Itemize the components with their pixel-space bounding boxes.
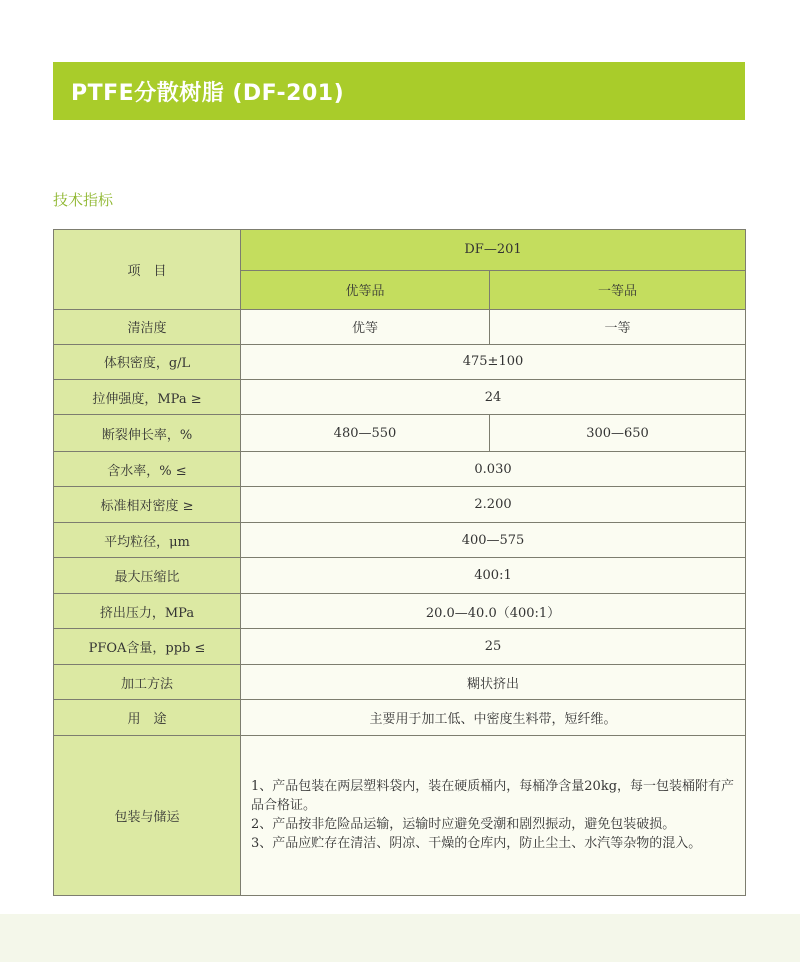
table-row	[54, 487, 746, 522]
row-value: 24	[241, 380, 746, 415]
table-row	[54, 522, 746, 557]
row-value: 20.0—40.0（400:1）	[241, 593, 746, 628]
row-value-premium: 优等	[241, 310, 490, 344]
packaging-note: 2、产品按非危险品运输，运输时应避免受潮和剧烈振动，避免包装破损。	[251, 817, 676, 833]
row-value-first: 一等	[490, 310, 746, 344]
row-label: 拉伸强度，MPa ≥	[54, 380, 241, 415]
table-row	[54, 558, 746, 593]
row-value: 475±100	[241, 344, 746, 379]
row-value: 2.200	[241, 487, 746, 522]
header-product: DF—201	[241, 230, 746, 271]
title-bar	[53, 62, 745, 120]
row-value: 25	[241, 629, 746, 664]
row-label: 体积密度，g/L	[54, 344, 241, 379]
row-value-premium: 480—550	[241, 415, 490, 451]
row-value: 糊状挤出	[241, 664, 746, 699]
header-item: 项 目	[54, 230, 241, 310]
table-row	[54, 415, 746, 451]
spec-table	[53, 229, 746, 896]
page-title: PTFE分散树脂 (DF-201)	[71, 80, 345, 106]
row-value: 主要用于加工低、中密度生料带，短纤维。	[241, 700, 746, 735]
packaging-label: 包装与储运	[54, 735, 241, 895]
table-row	[54, 664, 746, 699]
header-grade-first: 一等品	[490, 270, 746, 310]
row-label: 平均粒径，μm	[54, 522, 241, 557]
row-value: 0.030	[241, 451, 746, 486]
row-label: 清洁度	[54, 310, 241, 344]
table-row	[54, 344, 746, 379]
packaging-notes	[241, 735, 746, 895]
row-value-first: 300—650	[490, 415, 746, 451]
table-row	[54, 593, 746, 628]
table-row	[54, 380, 746, 415]
table-header-row	[54, 230, 746, 271]
row-value: 400:1	[241, 558, 746, 593]
packaging-note: 1、产品包装在两层塑料袋内，装在硬质桶内，每桶净含量20kg，每一包装桶附有产品合格证。	[251, 779, 735, 814]
row-label: 加工方法	[54, 664, 241, 699]
packaging-note: 3、产品应贮存在清洁、阴凉、干燥的仓库内，防止尘土、水汽等杂物的混入。	[251, 836, 702, 852]
table-row	[54, 700, 746, 735]
row-label: 用 途	[54, 700, 241, 735]
row-label: PFOA含量，ppb ≤	[54, 629, 241, 664]
table-row-packaging	[54, 735, 746, 895]
table-row	[54, 310, 746, 344]
row-label: 含水率，% ≤	[54, 451, 241, 486]
row-label: 最大压缩比	[54, 558, 241, 593]
header-grade-premium: 优等品	[241, 270, 490, 310]
bottom-band	[0, 914, 800, 962]
row-label: 标准相对密度 ≥	[54, 487, 241, 522]
table-row	[54, 629, 746, 664]
section-title: 技术指标	[53, 191, 114, 209]
table-row	[54, 451, 746, 486]
row-label: 断裂伸长率，%	[54, 415, 241, 451]
row-value: 400—575	[241, 522, 746, 557]
row-label: 挤出压力，MPa	[54, 593, 241, 628]
